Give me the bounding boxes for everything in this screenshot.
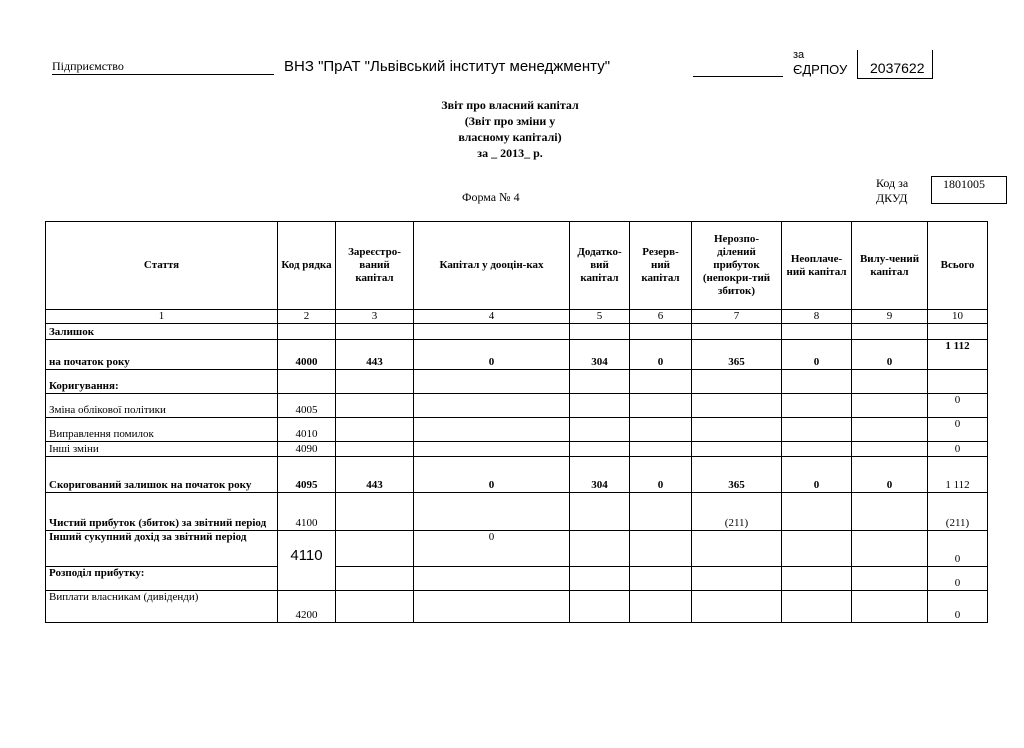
col-number: 2: [278, 310, 336, 324]
table-row: [46, 531, 988, 567]
column-number-row: [46, 310, 988, 324]
edrpou-label: ЄДРПОУ: [793, 62, 848, 77]
dkud-code: 1801005: [943, 177, 985, 191]
dkud-label-line-1: Код за: [876, 176, 909, 190]
row-label: Чистий прибуток (збиток) за звітний період: [46, 493, 278, 531]
row-code: 4010: [278, 418, 336, 442]
cell-total: 0: [928, 567, 988, 591]
table-row: [46, 324, 988, 340]
cell-value: 0: [630, 340, 692, 370]
table-row: [46, 567, 988, 591]
cell-value: 304: [570, 457, 630, 493]
cell-value: 0: [630, 457, 692, 493]
col-header: Зареєстро-ваний капітал: [336, 222, 414, 310]
title-line-2: (Звіт про зміни у: [464, 114, 556, 128]
col-header: Нерозпо-ділений прибуток (непокри-тий збиток): [692, 222, 782, 310]
cell-total: (211): [928, 493, 988, 531]
col-header: Резерв-ний капітал: [630, 222, 692, 310]
row-code: 4090: [278, 442, 336, 457]
table-row: [46, 442, 988, 457]
row-label: Виплати власникам (дивіденди): [46, 591, 278, 623]
row-label: Інший сукупний дохід за звітний період: [46, 531, 278, 567]
row-label: на початок року: [46, 340, 278, 370]
col-header: Стаття: [46, 222, 278, 310]
col-header: Всього: [928, 222, 988, 310]
col-number: 5: [570, 310, 630, 324]
row-code: 4005: [278, 394, 336, 418]
edrpou-underline: [693, 76, 783, 77]
col-number: 6: [630, 310, 692, 324]
col-header: Вилу-чений капітал: [852, 222, 928, 310]
table-row: [46, 340, 988, 370]
dkud-label-line-2: ДКУД: [876, 191, 908, 205]
row-code: 4100: [278, 493, 336, 531]
cell-total: 0: [928, 394, 988, 418]
col-number: 9: [852, 310, 928, 324]
cell-value: (211): [692, 493, 782, 531]
row-code: 4095: [278, 457, 336, 493]
cell-value: 0: [782, 457, 852, 493]
cell-value: 0: [414, 340, 570, 370]
row-label: Розподіл прибутку:: [46, 567, 278, 591]
row-label: Зміна облікової політики: [46, 394, 278, 418]
cell-total: 1 112: [928, 457, 988, 493]
title-line-1: Звіт про власний капітал: [441, 98, 579, 112]
table-header-row: [46, 222, 988, 310]
row-label: Інші зміни: [46, 442, 278, 457]
table-row: [46, 394, 988, 418]
row-code: 4110: [278, 531, 336, 591]
edrpou-za-label: за: [793, 49, 805, 61]
cell-value: 365: [692, 457, 782, 493]
table-row: [46, 591, 988, 623]
row-label: Коригування:: [46, 370, 278, 394]
col-number: 7: [692, 310, 782, 324]
enterprise-name: ВНЗ "ПрАТ "Львівський інститут менеджменту": [284, 58, 611, 75]
title-line-4: за _ 2013_ р.: [477, 146, 543, 160]
enterprise-underline: [52, 74, 274, 75]
cell-value: 0: [852, 340, 928, 370]
row-label: Виправлення помилок: [46, 418, 278, 442]
row-label: Залишок: [46, 324, 278, 340]
cell-value: 0: [414, 531, 570, 567]
cell-total: 0: [928, 442, 988, 457]
col-header: Код рядка: [278, 222, 336, 310]
edrpou-code: 2037622: [870, 60, 925, 76]
cell-value: 443: [336, 340, 414, 370]
cell-total: 1 112: [928, 340, 988, 370]
table-row: [46, 418, 988, 442]
dkud-label: [876, 176, 908, 206]
col-number: 8: [782, 310, 852, 324]
table-row: [46, 493, 988, 531]
col-number: 3: [336, 310, 414, 324]
row-code: 4000: [278, 340, 336, 370]
cell-total: 0: [928, 531, 988, 567]
col-header: Капітал у дооцін-ках: [414, 222, 570, 310]
title-line-3: власному капіталі): [458, 130, 562, 144]
capital-table: [45, 221, 988, 623]
row-code: 4200: [278, 591, 336, 623]
cell-total: 0: [928, 418, 988, 442]
cell-value: 0: [852, 457, 928, 493]
cell-value: 365: [692, 340, 782, 370]
col-header: Додатко-вий капітал: [570, 222, 630, 310]
col-number: 10: [928, 310, 988, 324]
col-number: 4: [414, 310, 570, 324]
cell-total: 0: [928, 591, 988, 623]
table-row: [46, 370, 988, 394]
table-row: [46, 457, 988, 493]
row-label: Скоригований залишок на початок року: [46, 457, 278, 493]
cell-value: 443: [336, 457, 414, 493]
col-number: 1: [46, 310, 278, 324]
form-number: Форма № 4: [462, 190, 520, 204]
col-header: Неоплаче-ний капітал: [782, 222, 852, 310]
cell-value: 0: [414, 457, 570, 493]
report-title: [360, 97, 660, 161]
enterprise-label: Підприємство: [52, 59, 124, 73]
cell-value: 0: [782, 340, 852, 370]
cell-value: 304: [570, 340, 630, 370]
